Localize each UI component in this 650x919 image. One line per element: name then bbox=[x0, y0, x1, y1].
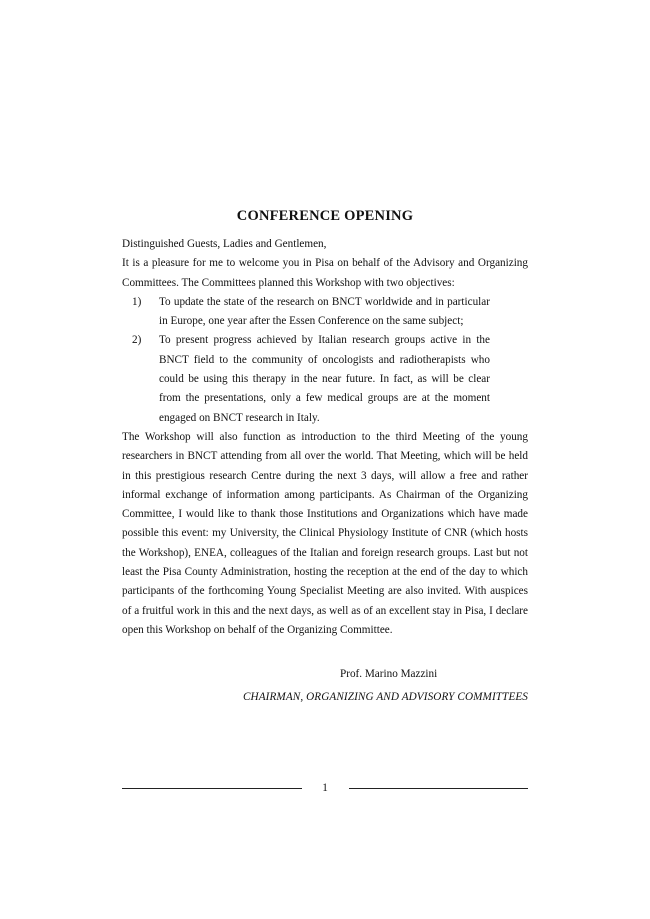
body-paragraph: The Workshop will also function as introduction to the third Meeting of the young researchers in BNCT attending from all over the world. That Meeting, which will be held in this prestigious research Centre during the next 3 days, will allow a free and rather informal exchange of information among participants. As Chairman of the Organizing Committee, I would like to thank those Institutions and Organizations which have made possible this event: my University, the Clinical Physiology Institute of CNR (which hosts the Workshop), ENEA, colleagues of the Italian and foreign research groups. Last but not least the Pisa County Administration, hosting the reception at the end of the day to which participants of the forthcoming Young Specialist Meeting are also invited. With auspices of a fruitful work in this and the next days, as well as of an excellent stay in Pisa, I declare open this Workshop on behalf of the Organizing Committee. bbox=[122, 430, 528, 636]
salutation: Distinguished Guests, Ladies and Gentlemen, bbox=[122, 238, 327, 250]
list-item-text: To present progress achieved by Italian research groups active in the BNCT field to the community of oncologists and radiotherapists who could be using this therapy in the near future. In fact, as will be clear from the presentations, only a few medical groups are at the moment engaged on BNCT research in Italy. bbox=[159, 334, 490, 424]
list-item bbox=[122, 293, 490, 332]
letter-body bbox=[122, 235, 528, 640]
objectives-list bbox=[122, 293, 528, 428]
intro-paragraph: It is a pleasure for me to welcome you in Pisa on behalf of the Advisory and Organizing Committees. The Committees planned this Workshop with two objectives: bbox=[122, 257, 528, 289]
signature-name: Prof. Marino Mazzini bbox=[340, 668, 438, 680]
list-item bbox=[122, 331, 490, 427]
page-number: 1 bbox=[322, 782, 328, 794]
page-title: CONFERENCE OPENING bbox=[236, 208, 414, 224]
signature-role: CHAIRMAN, ORGANIZING AND ADVISORY COMMITTEES bbox=[242, 691, 528, 703]
list-marker: 1) bbox=[132, 295, 142, 308]
list-marker: 2) bbox=[132, 334, 142, 347]
footer-divider-right bbox=[349, 788, 528, 789]
list-item-text: To update the state of the research on BNCT worldwide and in particular in Europe, one year after the Essen Conference on the same subject; bbox=[159, 295, 490, 328]
